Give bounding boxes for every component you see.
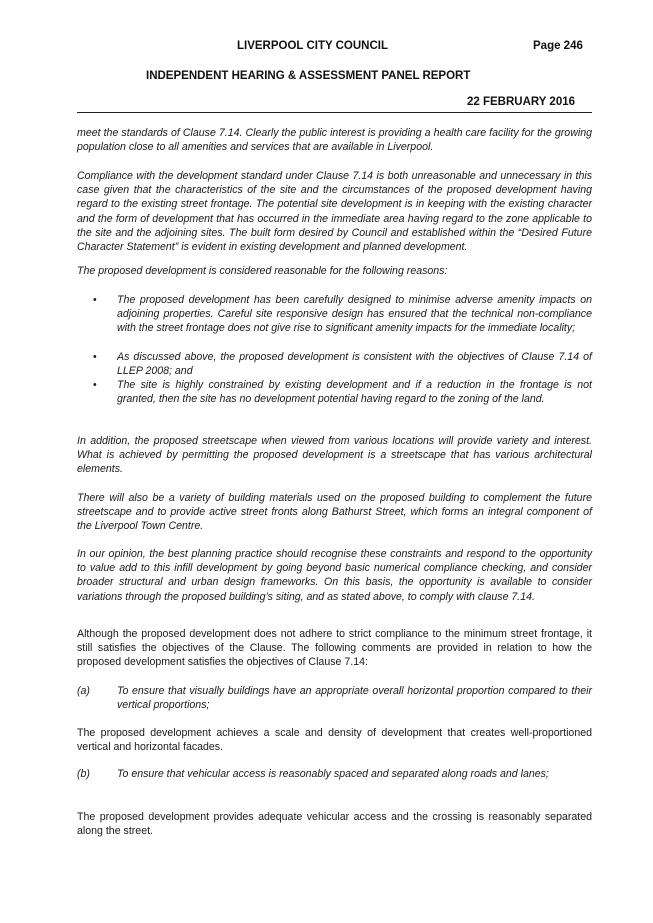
objective-b-label: (b) — [77, 768, 90, 780]
report-date: 22 FEBRUARY 2016 — [467, 96, 576, 108]
council-name: LIVERPOOL CITY COUNCIL — [237, 40, 389, 52]
paragraph-7: Although the proposed development does not adhere to strict compliance to the minimum street frontage, it still satisfies the objectives of the Clause. The following comments are provided in relation to how the proposed development satisfies the objectives of Clause 7.14: — [77, 628, 592, 669]
bullet-3-marker: • — [93, 379, 97, 391]
paragraph-9: The proposed development provides adequate vehicular access and the crossing is reasonably separated along the street. — [77, 811, 592, 838]
paragraph-1: meet the standards of Clause 7.14. Clearly the public interest is providing a health care facility for the growing population close to all amenities and services that are available in Liverpool. — [77, 127, 592, 154]
paragraph-6: In our opinion, the best planning practice should recognise these constraints and respond to the opportunity to value add to this infill development by going beyond basic numerical compliance checking, and consider broader structural and urban design frameworks. On this basis, the opportunity is available to consider variations through the proposed building’s siting, and as stated above, to comply with clause 7.14. — [77, 548, 592, 603]
objective-b: To ensure that vehicular access is reasonably spaced and separated along roads and lanes; — [117, 768, 549, 780]
paragraph-4: In addition, the proposed streetscape when viewed from various locations will provide variety and interest. What is achieved by permitting the proposed development is a streetscape that has various architectural elements. — [77, 435, 592, 476]
objective-a-label: (a) — [77, 685, 90, 697]
paragraph-2: Compliance with the development standard under Clause 7.14 is both unreasonable and unnecessary in this case given that the characteristics of the site and the circumstances of the proposed development having regard to the existing street frontage. The potential site development is in keeping with the existing character and the form of development that has occurred in the immediate area having regard to the zone applicable to the site and the adjoining sites. The built form desired by Council and established within the “Desired Future Character Statement” is evident in existing development and planned development. — [77, 170, 592, 254]
bullet-2: As discussed above, the proposed development is consistent with the objectives of Clause 7.14 of LLEP 2008; and — [117, 351, 592, 378]
bullet-1: The proposed development has been carefully designed to minimise adverse amenity impacts on adjoining properties. Careful site responsive design has ensured that the technical non-compliance with the street frontage does not give rise to significant amenity impacts for the immediate locality; — [117, 294, 592, 335]
bullet-2-marker: • — [93, 351, 97, 363]
bullet-3: The site is highly constrained by existing development and if a reduction in the frontage is not granted, then the site has no development potential having regard to the zoning of the land. — [117, 379, 592, 406]
bullet-1-marker: • — [93, 294, 97, 306]
report-title: INDEPENDENT HEARING & ASSESSMENT PANEL REPORT — [146, 70, 471, 82]
paragraph-8: The proposed development achieves a scale and density of development that creates well-proportioned vertical and horizontal facades. — [77, 727, 592, 754]
paragraph-5: There will also be a variety of building materials used on the proposed building to complement the future streetscape and to provide active street fronts along Bathurst Street, which forms an integral component of the Liverpool Town Centre. — [77, 492, 592, 533]
header-rule — [77, 112, 592, 113]
page-number: Page 246 — [533, 40, 583, 52]
objective-a: To ensure that visually buildings have an appropriate overall horizontal proportion compared to their vertical proportions; — [117, 685, 592, 712]
paragraph-3: The proposed development is considered reasonable for the following reasons: — [77, 265, 448, 277]
